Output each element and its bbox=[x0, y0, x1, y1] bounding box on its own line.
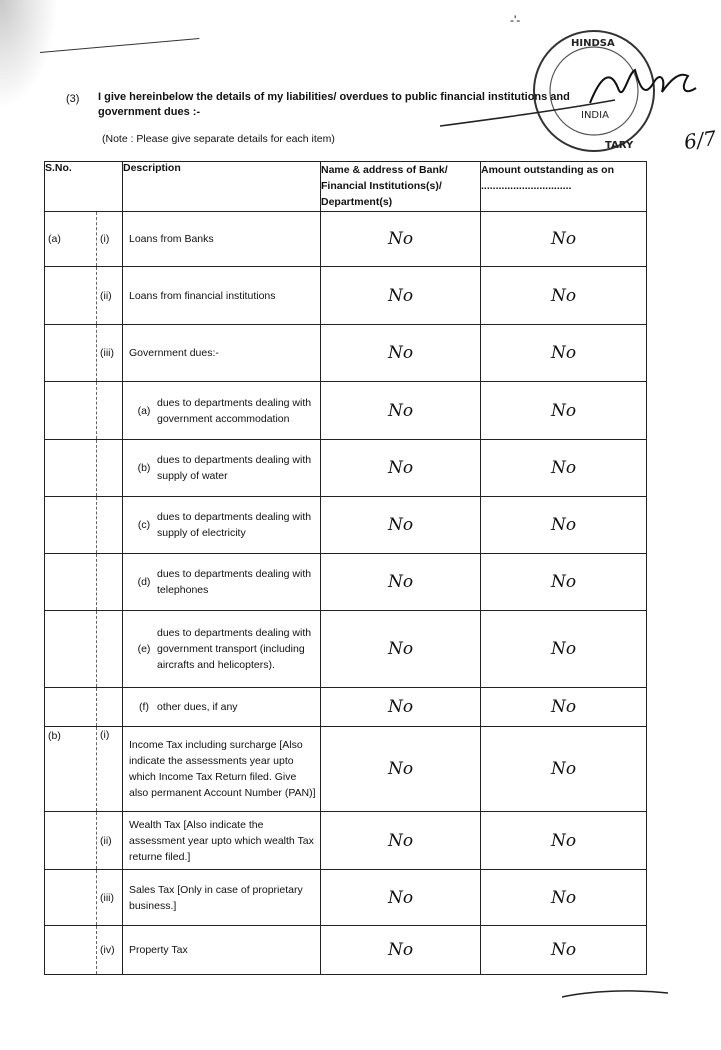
row-description: Wealth Tax [Also indicate the assessment year upto which wealth Tax returne filed.] bbox=[123, 812, 321, 870]
bank-value: No bbox=[321, 727, 481, 812]
table-row bbox=[45, 554, 647, 611]
item-text: dues to departments dealing with government accommodation bbox=[157, 396, 312, 425]
bank-value: No bbox=[321, 382, 481, 440]
bank-value: No bbox=[321, 926, 481, 975]
page-mark: 6/7 bbox=[682, 125, 718, 155]
row-group bbox=[45, 440, 97, 497]
row-sub bbox=[97, 497, 123, 554]
row-description: Property Tax bbox=[123, 926, 321, 975]
row-group bbox=[45, 926, 97, 975]
table-row bbox=[45, 440, 647, 497]
item-letter: (d) bbox=[137, 576, 151, 588]
row-sub: (iv) bbox=[97, 926, 123, 975]
row-group bbox=[45, 325, 97, 382]
amount-value: No bbox=[481, 382, 647, 440]
item-letter: (b) bbox=[137, 462, 151, 474]
amount-value: No bbox=[481, 812, 647, 870]
row-sub bbox=[97, 688, 123, 727]
bank-value: No bbox=[321, 812, 481, 870]
row-group bbox=[45, 497, 97, 554]
row-group bbox=[45, 611, 97, 688]
row-description bbox=[123, 497, 321, 554]
row-description bbox=[123, 611, 321, 688]
scan-artifact-line bbox=[40, 38, 199, 53]
item-letter: (e) bbox=[137, 643, 151, 655]
amount-value: No bbox=[481, 212, 647, 267]
amount-value: No bbox=[481, 727, 647, 812]
row-description: Loans from Banks bbox=[123, 212, 321, 267]
item-text: dues to departments dealing with government transport (including aircrafts and helicopters). bbox=[157, 627, 312, 671]
bank-value: No bbox=[321, 325, 481, 382]
item-number: (3) bbox=[66, 93, 80, 105]
table-row bbox=[45, 727, 647, 812]
row-description bbox=[123, 688, 321, 727]
svg-text:INDIA: INDIA bbox=[581, 110, 609, 121]
bank-value: No bbox=[321, 554, 481, 611]
table-row bbox=[45, 382, 647, 440]
item-text: dues to departments dealing with supply of electricity bbox=[157, 511, 312, 539]
scan-shadow bbox=[0, 0, 58, 110]
row-description: Loans from financial institutions bbox=[123, 267, 321, 325]
row-group: (b) bbox=[45, 727, 97, 812]
item-text: dues to departments dealing with supply of water bbox=[157, 454, 312, 482]
row-sub: (ii) bbox=[97, 812, 123, 870]
item-letter: (a) bbox=[137, 404, 151, 417]
table-row bbox=[45, 497, 647, 554]
table-row bbox=[45, 688, 647, 727]
row-group bbox=[45, 688, 97, 727]
svg-text:HINDSA: HINDSA bbox=[571, 38, 615, 49]
table-row bbox=[45, 325, 647, 382]
row-group bbox=[45, 812, 97, 870]
row-description: Income Tax including surcharge [Also indicate the assessments year upto which Income Tax Return filed. Give also permanent Account Number (PAN)] bbox=[123, 727, 321, 812]
amount-value: No bbox=[481, 926, 647, 975]
row-sub: (i) bbox=[97, 727, 123, 812]
row-description bbox=[123, 440, 321, 497]
row-group bbox=[45, 870, 97, 926]
row-sub: (i) bbox=[97, 212, 123, 267]
amount-value: No bbox=[481, 440, 647, 497]
bank-value: No bbox=[321, 611, 481, 688]
row-description bbox=[123, 554, 321, 611]
scan-stroke bbox=[560, 985, 670, 1005]
table-row bbox=[45, 611, 647, 688]
row-sub: (iii) bbox=[97, 870, 123, 926]
item-text: other dues, if any bbox=[157, 701, 238, 713]
section-heading: I give hereinbelow the details of my liabilities/ overdues to public financial institutions and government dues :- bbox=[98, 91, 570, 118]
row-group bbox=[45, 554, 97, 611]
signature bbox=[440, 58, 700, 138]
amount-value: No bbox=[481, 870, 647, 926]
table-row bbox=[45, 267, 647, 325]
row-group bbox=[45, 382, 97, 440]
row-description bbox=[123, 382, 321, 440]
table-header-row bbox=[45, 162, 647, 212]
sno-header: S.No. bbox=[45, 162, 123, 212]
row-description: Government dues:- bbox=[123, 325, 321, 382]
bank-value: No bbox=[321, 267, 481, 325]
svg-text:TARY: TARY bbox=[605, 140, 634, 151]
row-sub bbox=[97, 382, 123, 440]
scan-mark: -'- bbox=[510, 13, 521, 27]
amount-value: No bbox=[481, 497, 647, 554]
row-description: Sales Tax [Only in case of proprietary business.] bbox=[123, 870, 321, 926]
amount-value: No bbox=[481, 267, 647, 325]
bank-value: No bbox=[321, 497, 481, 554]
amount-value: No bbox=[481, 611, 647, 688]
table-row bbox=[45, 926, 647, 975]
bank-value: No bbox=[321, 212, 481, 267]
row-sub bbox=[97, 611, 123, 688]
row-sub: (iii) bbox=[97, 325, 123, 382]
bank-value: No bbox=[321, 688, 481, 727]
description-header: Description bbox=[123, 162, 321, 212]
row-sub bbox=[97, 440, 123, 497]
amount-header: Amount outstanding as on ............................... bbox=[481, 162, 647, 212]
table-row bbox=[45, 870, 647, 926]
item-text: dues to departments dealing with telephones bbox=[157, 568, 312, 596]
item-letter: (c) bbox=[137, 519, 151, 531]
row-sub: (ii) bbox=[97, 267, 123, 325]
note-text: (Note : Please give separate details for each item) bbox=[102, 133, 335, 145]
liabilities-table bbox=[44, 161, 647, 975]
amount-value: No bbox=[481, 688, 647, 727]
bank-value: No bbox=[321, 440, 481, 497]
amount-value: No bbox=[481, 554, 647, 611]
table-row bbox=[45, 812, 647, 870]
item-letter: (f) bbox=[139, 701, 149, 713]
row-group: (a) bbox=[45, 212, 97, 267]
row-sub bbox=[97, 554, 123, 611]
row-group bbox=[45, 267, 97, 325]
table-row bbox=[45, 212, 647, 267]
amount-value: No bbox=[481, 325, 647, 382]
bank-header: Name & address of Bank/ Financial Institutions(s)/ Department(s) bbox=[321, 162, 481, 212]
bank-value: No bbox=[321, 870, 481, 926]
